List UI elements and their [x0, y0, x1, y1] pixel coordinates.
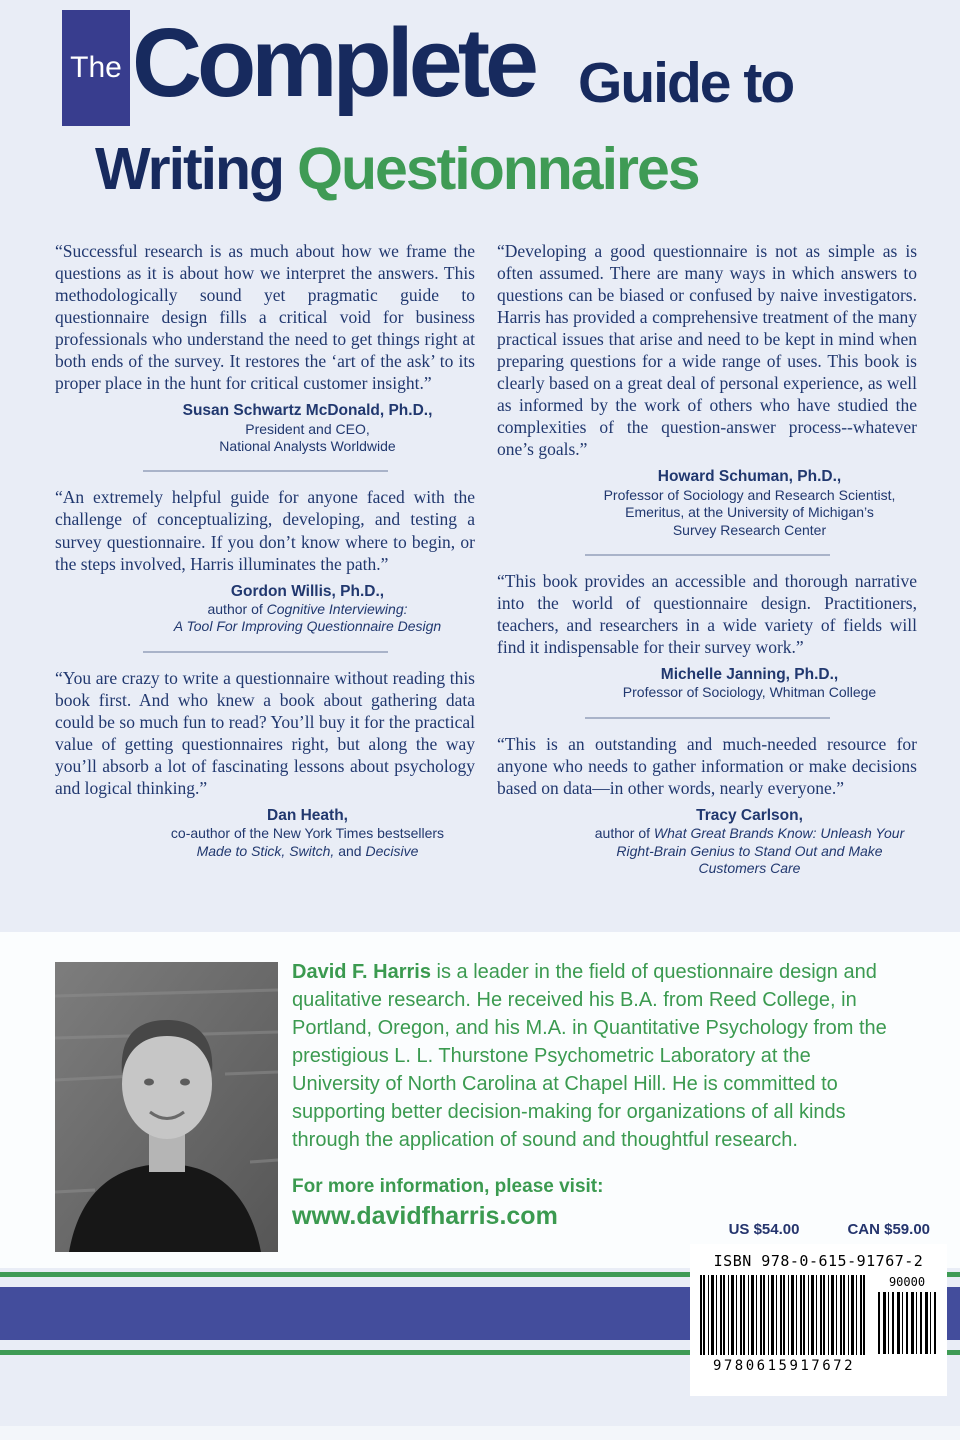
attribution-text: author of: [594, 825, 654, 842]
quote-text: “This book provides an accessible and thorough narrative into the world of questionnaire design. Practitioners, teachers, and researchers in a wide variety of fields will find it indispensable for their survey work.”: [497, 570, 917, 658]
quote-willis: [55, 486, 475, 635]
quote-mcdonald: [55, 240, 475, 455]
attribution-line: Emeritus, at the University of Michigan’s: [625, 504, 874, 521]
attribution-line: President and CEO,: [245, 420, 370, 437]
book-title: Cognitive Interviewing:: [266, 600, 408, 617]
quotes-right-column: [497, 240, 917, 877]
quote-attribution: [497, 467, 917, 538]
barcode-bars-row: [700, 1275, 937, 1374]
quote-carlson: [497, 733, 917, 878]
bottom-edge-strip: [0, 1426, 960, 1440]
attribution-text: and: [334, 842, 366, 859]
barcode-digits: 9780615917672: [712, 1358, 856, 1374]
quote-text: “You are crazy to write a questionnaire without reading this book first. And who knew a book about gathering data could be so much fun to read? You’ll buy it for the practical value of getting questionnaires right, but along the way you’ll absorb a lot of fascinating lessons about psychology and logical thinking.”: [55, 667, 475, 798]
title-complete: Complete: [132, 8, 534, 117]
price-us: US $54.00: [728, 1221, 800, 1238]
author-name: David F. Harris: [292, 961, 431, 983]
book-title: Made to Stick, Switch,: [196, 842, 335, 859]
attribution-line: co-author of the New York Times bestsellers: [170, 825, 445, 842]
quotes-area: [0, 240, 960, 877]
quote-attribution: [497, 806, 917, 877]
quote-attribution: [55, 401, 475, 455]
barcode-supplement-bars: [878, 1292, 936, 1354]
quote-attribution: [497, 665, 917, 702]
quote-divider: [143, 470, 388, 472]
book-title: Decisive: [365, 842, 419, 859]
barcode: [690, 1244, 947, 1396]
quote-janning: [497, 570, 917, 702]
attribution-line: [140, 601, 475, 618]
author-bio: [292, 958, 892, 1154]
quote-attribution: [55, 806, 475, 860]
quote-divider: [585, 554, 830, 556]
title-writing: Writing: [95, 136, 284, 202]
author-website: www.davidfharris.com: [292, 1202, 558, 1230]
quote-divider: [585, 717, 830, 719]
author-section: [0, 932, 960, 1268]
quote-schuman: [497, 240, 917, 539]
book-title: What Great Brands Know: Unleash Your Right-Brain Genius to Stand Out and Make Customers Care: [616, 825, 905, 877]
more-info-label: For more information, please visit:: [292, 1176, 604, 1197]
quote-text: “An extremely helpful guide for anyone faced with the challenge of conceptualizing, developing, and testing a survey questionnaire. If you don’t know where to begin, or the steps involved, Harris illuminates the path.”: [55, 487, 475, 574]
title-line2: [95, 136, 699, 202]
title-the-box: [62, 10, 130, 126]
book-title: A Tool For Improving Questionnaire Design: [173, 618, 442, 635]
barcode-bars: [700, 1275, 868, 1355]
author-bio-block: [292, 958, 892, 1231]
title-questionnaires: Questionnaires: [297, 136, 699, 202]
attribution-line: Professor of Sociology and Research Scientist,: [603, 486, 896, 503]
quote-attribution: [55, 582, 475, 636]
attribution-text: author of: [207, 600, 267, 617]
author-photo: [55, 962, 278, 1252]
attribution-line: Professor of Sociology, Whitman College: [622, 684, 877, 701]
attribution-name: Howard Schuman, Ph.D.,: [657, 468, 842, 486]
title-guide-to: Guide to: [578, 51, 794, 115]
attribution-name: Michelle Janning, Ph.D.,: [660, 666, 839, 684]
barcode-main-column: [700, 1275, 868, 1374]
attribution-name: Susan Schwartz McDonald, Ph.D.,: [182, 402, 433, 420]
quote-heath: [55, 667, 475, 860]
attribution-name: Gordon Willis, Ph.D.,: [230, 582, 385, 600]
price-can: CAN $59.00: [847, 1221, 930, 1238]
barcode-supplement-number: 90000: [888, 1275, 926, 1289]
title-block: [0, 0, 960, 238]
isbn-text: ISBN 978-0-615-91767-2: [713, 1252, 924, 1270]
quotes-left-column: [55, 240, 475, 877]
attribution-name: Tracy Carlson,: [696, 806, 803, 824]
attribution-name: Dan Heath,: [267, 806, 348, 824]
pricing: [729, 1221, 930, 1238]
title-the: The: [70, 51, 122, 84]
attribution-line: [582, 825, 917, 877]
quote-text: “This is an outstanding and much-needed resource for anyone who needs to gather information or make decisions based on data—in other words, nearly everyone.”: [497, 733, 917, 798]
attribution-line: Survey Research Center: [672, 521, 827, 538]
quote-text: “Successful research is as much about how we frame the questions as it is about how we interpret the answers. This methodologically sound yet pragmatic guide to questionnaire design fills a critical void for business professionals who understand the need to get things right at both ends of the survey. It restores the ‘art of the ask’ to its proper place in the hunt for critical customer insight.”: [55, 241, 475, 394]
quote-divider: [143, 651, 388, 653]
author-portrait-image: [55, 962, 278, 1252]
attribution-line: [140, 843, 475, 860]
quote-text: “Developing a good questionnaire is not as simple as is often assumed. There are many ways in which answers to questions can be biased or confused by naive investigators. Harris has provided a comprehensive treatment of the many practical issues that arise and need to be kept in mind when preparing questions for a wide range of uses. This book is clearly based on a great deal of personal experience, as well as informed by the work of others who have studied the complexities of the question-answer process--whatever one’s goals.”: [497, 241, 917, 460]
attribution-line: National Analysts Worldwide: [219, 438, 396, 455]
barcode-supplement-column: [878, 1275, 936, 1374]
author-bio-text: is a leader in the field of questionnaire design and qualitative research. He received his B.A. from Reed College, in Portland, Oregon, and his M.A. in Quantitative Psychology from the prestigious L. L. Thurstone Psychometric Laboratory at the University of North Carolina at Chapel Hill. He is committed to supporting better decision-making for organizations of all kinds through the application of sound and thoughtful research.: [292, 961, 887, 1151]
